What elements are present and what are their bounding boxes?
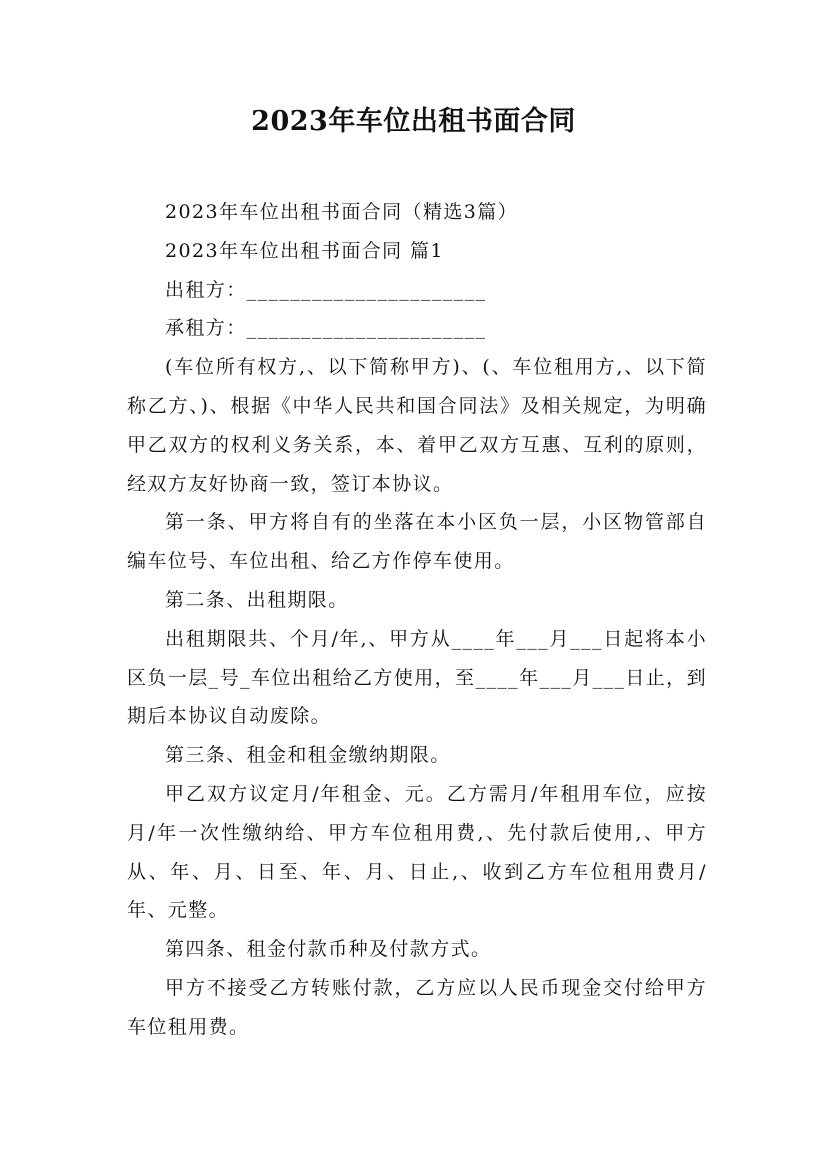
- paragraph-article-1: 第一条、甲方将自有的坐落在本小区负一层，小区物管部自编车位号、车位出租、给乙方作停车使用。: [127, 511, 707, 573]
- paragraph-article-2-heading: 第二条、出租期限。: [165, 588, 349, 611]
- document-body: [127, 193, 707, 1047]
- paragraph-article-3-text: 甲乙双方议定月/年租金、元。乙方需月/年租用车位，应按月/年一次性缴纳给、甲方车位租用费,、先付款后使用,、甲方从、年、月、日至、年、月、日止,、收到乙方车位租用费月/年、元整。: [127, 782, 707, 922]
- document-title: 2023年车位出租书面合同: [251, 106, 576, 137]
- paragraph-lessor-line: 出租方：______________________: [165, 278, 487, 301]
- paragraph-article-4-text: 甲方不接受乙方转账付款，乙方应以人民币现金交付给甲方车位租用费。: [127, 976, 707, 1038]
- paragraph-lessee-line: 承租方：______________________: [165, 317, 487, 340]
- paragraph-preamble: (车位所有权方,、以下简称甲方)、(、车位租用方,、以下简称乙方、)、根据《中华人民共和国合同法》及相关规定，为明确甲乙双方的权利义务关系，本、着甲乙双方互惠、互利的原则，经双方友好协商一致，签订本协议。: [127, 356, 707, 495]
- paragraph-article-4-heading: 第四条、租金付款币种及付款方式。: [165, 938, 492, 961]
- paragraph-article-2-text: 出租期限共、个月/年,、甲方从____年___月___日起将本小区负一层_号_车位出租给乙方使用，至____年___月___日止，到期后本协议自动废除。: [127, 627, 707, 728]
- paragraph-section-heading: 2023年车位出租书面合同 篇1: [165, 239, 444, 262]
- paragraph-subtitle: 2023年车位出租书面合同（精选3篇）: [165, 201, 519, 223]
- paragraph-article-3-heading: 第三条、租金和租金缴纳期限。: [165, 744, 451, 767]
